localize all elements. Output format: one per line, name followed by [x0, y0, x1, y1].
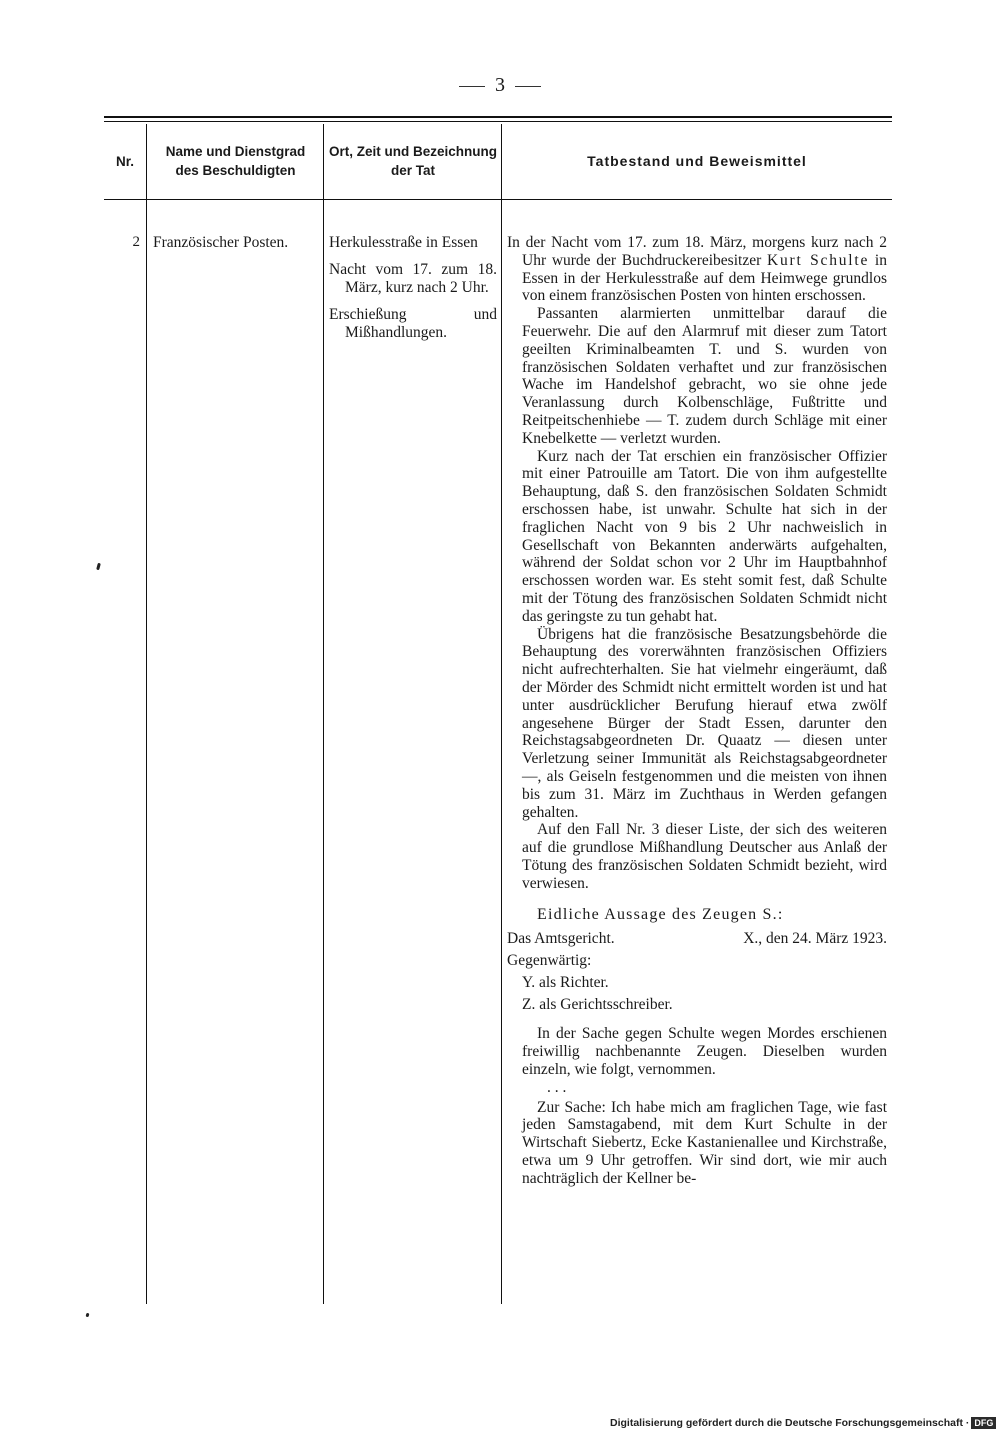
- ellipsis: . . .: [547, 1078, 567, 1096]
- table-top-rule-thin: [104, 121, 892, 122]
- eid-heading: Eidliche Aussage des Zeugen S.:: [537, 906, 784, 924]
- header-name: [148, 124, 323, 198]
- paragraph-7: Zur Sache: Ich habe mich am fraglichen Tage, wie fast jeden Samstagabend, mit dem Kurt Schulte in der Wirtschaft Siebertz, Ecke Kastanienallee und Kirchstraße, etwa um 9 Uhr getroffen. Wir sind dort, wie mir auch nachträglich der Kellner be-: [522, 1098, 887, 1187]
- column-divider-3: [501, 124, 502, 1304]
- paragraph-3: Kurz nach der Tat erschien ein französischer Offizier mit einer Patrouille am Tatort. Die von ihm aufgestellte Behauptung, daß S. den französischen Soldaten Schmidt erschossen habe, ist unwahr. Schulte hat sich in der fraglichen Nacht von 9 bis 2 Uhr nachweislich in Gesellschaft von Bekannten anderwärts aufgehalten, während der Soldat schon vor 2 Uhr im Hauptbahnhof erschossen worden war. Es steht somit fest, daß Schulte mit der Tötung des französischen Soldaten Schmidt nicht das geringste zu tun gehabt hat.: [522, 447, 887, 625]
- print-speck-1: [96, 563, 101, 571]
- header-name-line1: Name und Dienstgrad: [165, 144, 306, 159]
- print-speck-2: [86, 1313, 90, 1318]
- header-nr: [104, 124, 146, 198]
- page-number-value: 3: [495, 74, 505, 96]
- paragraph-1-start: In der Nacht vom 17. zum 18. März, morgens kurz nach 2 Uhr wurde der Buchdruckereibesitzer: [507, 234, 887, 269]
- amtsgericht: Das Amtsgericht.: [507, 930, 615, 948]
- row-zeit: Nacht vom 17. zum 18. März, kurz nach 2 Uhr.: [329, 261, 497, 296]
- row-ort-zeit-tat: [329, 234, 497, 351]
- row-nr: 2: [132, 234, 140, 250]
- paragraph-1-end: in Essen in der Herkulesstraße auf dem Heimwege grundlos von einem französischen Posten von hinten erschossen.: [522, 251, 887, 305]
- row-ort: Herkulesstraße in Essen: [329, 234, 478, 251]
- table-top-rule: [104, 116, 892, 118]
- row-bezeichnung: Erschießung und Mißhandlungen.: [329, 306, 497, 341]
- table-header-rule: [104, 199, 892, 200]
- gerichtsschreiber: Z. als Gerichtsschreiber.: [522, 995, 673, 1013]
- ort-datum: X., den 24. März 1923.: [743, 930, 887, 948]
- header-tatbestand: [503, 124, 891, 198]
- paragraph-1: [507, 234, 887, 305]
- footer-text: Digitalisierung gefördert durch die Deutsche Forschungsgemeinschaft ·: [610, 1417, 970, 1429]
- paragraph-5: Auf den Fall Nr. 3 dieser Liste, der sich des weiteren auf die grundlose Mißhandlung Deutscher aus Anlaß der Tötung des französischen Soldaten Schmidt bezieht, wird verwiesen.: [522, 821, 887, 892]
- amtsgericht-line: [507, 930, 887, 948]
- tatbestand-text: [507, 234, 887, 1188]
- header-ort-line1: Ort, Zeit und Bezeichnung: [329, 144, 497, 159]
- footer-credit: [610, 1417, 996, 1429]
- header-tatbestand-label: Tatbestand und Beweismittel: [587, 152, 807, 169]
- gegenwaertig: Gegenwärtig:: [507, 952, 592, 970]
- header-ort-line2: der Tat: [390, 163, 435, 178]
- richter: Y. als Richter.: [522, 973, 609, 991]
- row-name: Französischer Posten.: [153, 234, 289, 251]
- paragraph-4: Übrigens hat die französische Besatzungsbehörde die Behauptung des vorerwähnten französischen Offiziers nicht aufrechterhalten. Sie hat vielmehr eingeräumt, daß der Mörder des Schmidt nicht ermittelt worden ist und hat unter ausdrücklicher Berufung hierauf etwa zwölf angesehene Bürger der Stadt Essen, darunter den Reichstagsabgeordneten Dr. Quaatz — diesen unter Verletzung seiner Immunität als Reichstagsabgeordneter —, als Geiseln festgenommen und die meisten von ihnen bis zum 31. März im Zuchthaus in Werden gefangen gehalten.: [522, 625, 887, 821]
- paragraph-2: Passanten alarmierten unmittelbar darauf die Feuerwehr. Die auf den Alarmruf mit dieser zum Tatort geeilten Kriminalbeamten T. und S. wurden von französischen Soldaten verhaftet und zur französischen Wache im Handelshof gebracht, wo sie ohne jede Veranlassung durch Kolbenschläge, Fußtritte und Reitpeitschenhiebe — T. zudem durch Schläge mit einer Knebelkette — verletzt wurden.: [522, 305, 887, 447]
- dfg-logo: DFG: [971, 1417, 996, 1429]
- header-name-line2: des Beschuldigten: [175, 163, 296, 178]
- column-divider-1: [146, 124, 147, 1304]
- paragraph-1-name: Kurt Schulte: [766, 251, 870, 269]
- page-number-dash-right: [515, 86, 541, 87]
- header-ort: [325, 124, 501, 198]
- column-divider-2: [323, 124, 324, 1304]
- paragraph-6: In der Sache gegen Schulte wegen Mordes erschienen freiwillig nachbenannte Zeugen. Dieselben wurden einzeln, wie folgt, vernommen.: [522, 1025, 887, 1079]
- page-number-dash-left: [459, 86, 485, 87]
- header-nr-label: Nr.: [115, 153, 134, 169]
- page-number: [0, 74, 1000, 97]
